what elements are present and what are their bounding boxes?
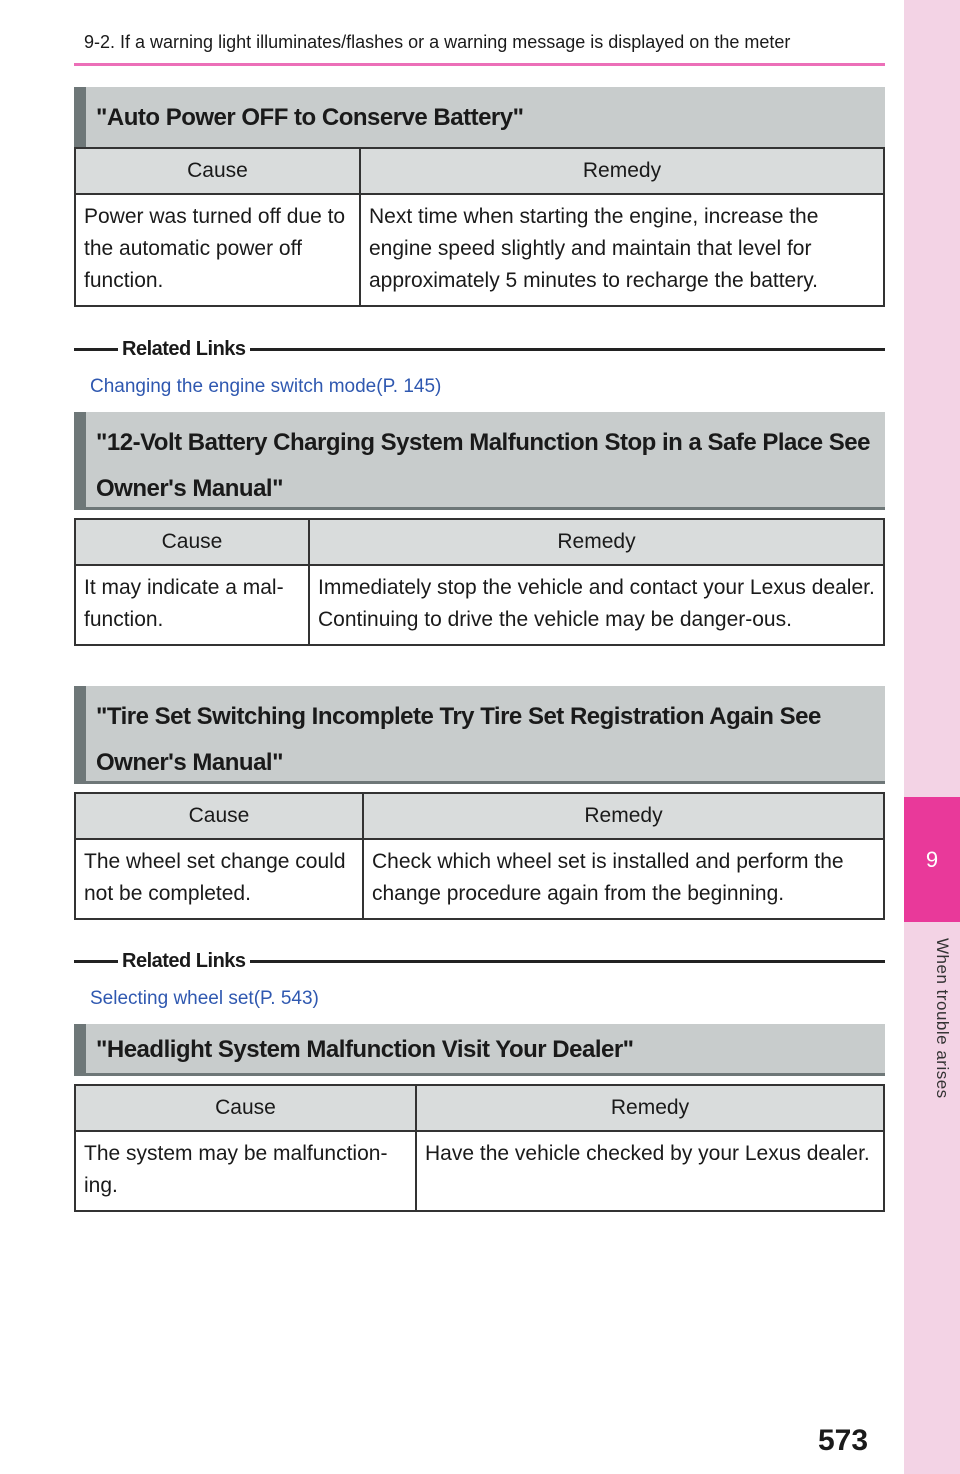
cause-header: Cause — [75, 519, 309, 565]
section-title-tire-set-switching: "Tire Set Switching Incomplete Try Tire Set Registration Again See Owner's Manual" — [74, 686, 885, 784]
chapter-number-badge[interactable] — [904, 797, 960, 922]
section-title-auto-power-off: "Auto Power OFF to Conserve Battery" — [74, 87, 885, 152]
chapter-title: When trouble arises — [933, 938, 952, 1099]
cause-remedy-table — [74, 518, 885, 646]
remedy-header: Remedy — [363, 793, 884, 839]
section-title-headlight-malfunction: "Headlight System Malfunction Visit Your Dealer" — [74, 1024, 885, 1076]
cause-cell: It may indicate a mal-function. — [75, 565, 309, 645]
page-number: 573 — [818, 1424, 869, 1457]
running-header: 9-2. If a warning light illuminates/flashes or a warning message is displayed on the meter — [84, 32, 791, 52]
chapter-side-tab — [904, 0, 960, 1474]
related-links-heading: Related Links — [74, 949, 885, 973]
remedy-header: Remedy — [416, 1085, 884, 1131]
related-link-engine-switch-mode[interactable]: Changing the engine switch mode(P. 145) — [90, 376, 442, 397]
cause-header: Cause — [75, 148, 360, 194]
cause-cell: The wheel set change could not be completed. — [75, 839, 363, 919]
remedy-cell: Check which wheel set is installed and perform the change procedure again from the beginning. — [363, 839, 884, 919]
cause-remedy-table — [74, 792, 885, 920]
remedy-header: Remedy — [360, 148, 884, 194]
remedy-cell: Next time when starting the engine, increase the engine speed slightly and maintain that level for approximately 5 minutes to recharge the battery. — [360, 194, 884, 306]
section-title-battery-charging-malfunction: "12-Volt Battery Charging System Malfunction Stop in a Safe Place See Owner's Manual" — [74, 412, 885, 510]
remedy-cell: Have the vehicle checked by your Lexus dealer. — [416, 1131, 884, 1211]
chapter-number: 9 — [925, 846, 939, 872]
cause-remedy-table — [74, 1084, 885, 1212]
cause-remedy-table — [74, 147, 885, 307]
cause-cell: The system may be malfunction-ing. — [75, 1131, 416, 1211]
remedy-header: Remedy — [309, 519, 884, 565]
cause-cell: Power was turned off due to the automatic power off function. — [75, 194, 360, 306]
cause-header: Cause — [75, 793, 363, 839]
remedy-cell: Immediately stop the vehicle and contact your Lexus dealer. Continuing to drive the vehicle may be danger-ous. — [309, 565, 884, 645]
related-links-heading: Related Links — [74, 337, 885, 361]
related-link-selecting-wheel-set[interactable]: Selecting wheel set(P. 543) — [90, 988, 319, 1009]
header-divider — [74, 63, 885, 66]
cause-header: Cause — [75, 1085, 416, 1131]
